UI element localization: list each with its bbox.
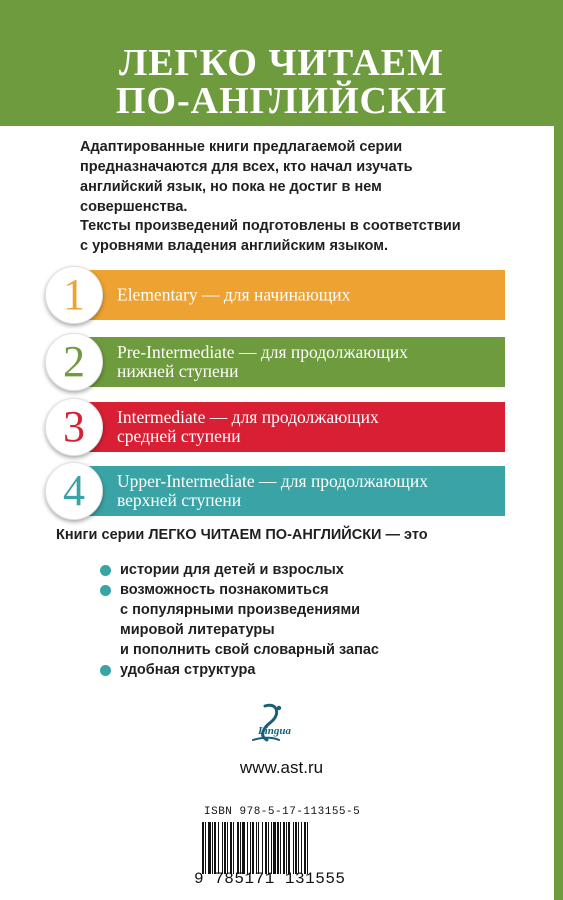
level-4-badge: 4 — [45, 462, 103, 520]
barcode-bar — [262, 822, 263, 874]
title-line-2: ПО-АНГЛИЙСКИ — [115, 80, 448, 122]
lingua-logo-icon — [245, 700, 325, 744]
level-line: Elementary — для начинающих — [117, 284, 351, 305]
level-3 — [45, 398, 505, 456]
features-list — [98, 560, 498, 680]
barcode-bar — [288, 822, 290, 874]
barcode-bar — [237, 822, 239, 874]
publisher-url: www.ast.ru — [239, 758, 324, 777]
level-3-text — [117, 408, 379, 446]
bullet-dot-icon — [100, 585, 111, 596]
barcode-bar — [268, 822, 269, 874]
header-band — [0, 0, 563, 126]
barcode-bar — [286, 822, 287, 874]
intro-line: с уровнями владения английским языком. — [80, 238, 388, 254]
barcode-bar — [240, 822, 241, 874]
barcode-bar — [218, 822, 219, 874]
barcode-bar — [222, 822, 223, 874]
level-line: Pre-Intermediate — для продолжающих — [117, 342, 408, 362]
barcode-bar — [233, 822, 234, 874]
level-line: верхней ступени — [117, 490, 242, 510]
barcode-bar — [214, 822, 216, 874]
barcode-bar — [295, 822, 297, 874]
list-item — [98, 560, 498, 580]
barcode-bar — [208, 822, 211, 874]
barcode-bar — [230, 822, 232, 874]
barcode-bar — [250, 822, 251, 874]
barcode-bar — [258, 822, 259, 874]
barcode-bar — [224, 822, 226, 874]
title-line-1: ЛЕГКО ЧИТАЕМ — [118, 42, 445, 84]
level-line: средней ступени — [117, 426, 241, 446]
barcode-bar — [280, 822, 281, 874]
intro-line: английский язык, но пока не достиг в нем — [80, 179, 382, 195]
barcode-bar — [307, 822, 308, 874]
intro-paragraph-2 — [80, 216, 490, 256]
barcode-bar — [271, 822, 272, 874]
barcode-bar — [265, 822, 267, 874]
level-4 — [45, 462, 505, 520]
barcode-bar — [293, 822, 294, 874]
isbn-number: ISBN 978-5-17-113155-5 — [204, 806, 361, 818]
intro-line: совершенства. — [80, 199, 188, 215]
list-item-line: мировой литературы — [120, 622, 275, 638]
level-2 — [45, 333, 505, 391]
level-line: Upper-Intermediate — для продолжающих — [117, 471, 428, 491]
barcode-bar — [252, 822, 254, 874]
level-line: Intermediate — для продолжающих — [117, 407, 379, 427]
series-description: Книги серии ЛЕГКО ЧИТАЕМ ПО-АНГЛИЙСКИ — это — [56, 527, 428, 543]
level-2-text — [117, 343, 408, 381]
barcode-bar — [283, 822, 285, 874]
barcode-bar — [304, 822, 306, 874]
intro-line: предназначаются для всех, кто начал изучать — [80, 159, 413, 175]
level-1-badge: 1 — [45, 266, 103, 324]
list-item-line: с популярными произведениями — [120, 602, 361, 618]
level-1-text — [117, 286, 350, 305]
intro-line: Адаптированные книги предлагаемой серии — [80, 139, 403, 155]
intro-paragraph-1 — [80, 137, 490, 217]
level-1 — [45, 266, 505, 324]
level-line: нижней ступени — [117, 361, 239, 381]
level-2-badge: 2 — [45, 333, 103, 391]
barcode-bar — [273, 822, 276, 874]
list-item-line: возможность познакомиться — [120, 582, 329, 598]
barcode-bar — [242, 822, 245, 874]
list-item — [98, 660, 498, 680]
level-4-text — [117, 472, 428, 510]
bullet-dot-icon — [100, 565, 111, 576]
list-item-line: и пополнить свой словарный запас — [120, 642, 379, 658]
barcode-bar — [277, 822, 279, 874]
barcode-bar — [205, 822, 206, 874]
barcode-bar — [256, 822, 257, 874]
list-item — [98, 580, 498, 660]
barcode-bar — [227, 822, 228, 874]
right-edge-strip — [554, 126, 563, 900]
barcode-icon — [200, 822, 362, 874]
bullet-dot-icon — [100, 665, 111, 676]
level-3-badge: 3 — [45, 398, 103, 456]
barcode-digits: 9 785171 131555 — [194, 870, 346, 888]
intro-line: Тексты произведений подготовлены в соответствии — [80, 218, 461, 234]
barcode-bar — [298, 822, 299, 874]
barcode-bar — [301, 822, 302, 874]
barcode-bar — [212, 822, 213, 874]
barcode-bar — [247, 822, 248, 874]
barcode-bar — [202, 822, 204, 874]
list-item-line: истории для детей и взрослых — [120, 562, 344, 578]
list-item-line: удобная структура — [120, 662, 256, 678]
lingua-logo-text: Lingua — [258, 725, 292, 737]
